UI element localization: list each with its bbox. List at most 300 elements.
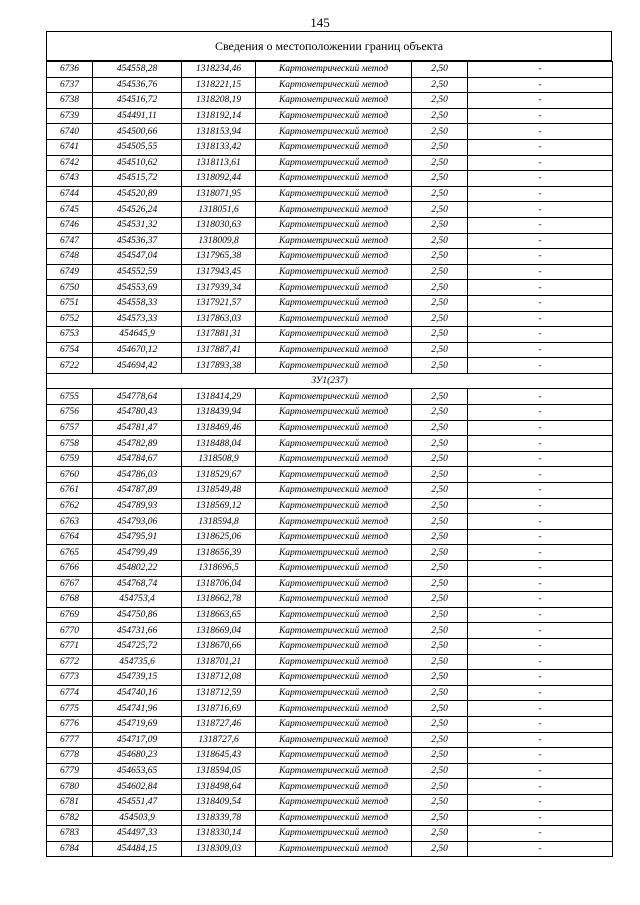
precision-cell: 2,50: [412, 93, 468, 109]
point-number-cell: 6783: [47, 826, 93, 842]
method-cell: Картометрический метод: [256, 264, 412, 280]
point-number-cell: 6756: [47, 405, 93, 421]
method-cell: Картометрический метод: [256, 217, 412, 233]
y-coordinate-cell: 1318071,95: [182, 186, 256, 202]
point-number-cell: 6752: [47, 311, 93, 327]
method-cell: Картометрический метод: [256, 763, 412, 779]
table-row: [47, 841, 613, 857]
precision-cell: 2,50: [412, 171, 468, 187]
x-coordinate-cell: 454768,74: [93, 576, 182, 592]
point-number-cell: 6761: [47, 483, 93, 499]
precision-cell: 2,50: [412, 716, 468, 732]
method-cell: Картометрический метод: [256, 108, 412, 124]
method-cell: Картометрический метод: [256, 748, 412, 764]
table-row: [47, 654, 613, 670]
precision-cell: 2,50: [412, 124, 468, 140]
x-coordinate-cell: 454547,04: [93, 249, 182, 265]
method-cell: Картометрический метод: [256, 171, 412, 187]
y-coordinate-cell: 1318594,05: [182, 763, 256, 779]
x-coordinate-cell: 454694,42: [93, 358, 182, 374]
x-coordinate-cell: 454551,47: [93, 794, 182, 810]
point-number-cell: 6758: [47, 436, 93, 452]
method-cell: Картометрический метод: [256, 295, 412, 311]
method-cell: Картометрический метод: [256, 716, 412, 732]
y-coordinate-cell: 1318712,08: [182, 670, 256, 686]
description-cell: -: [468, 171, 613, 187]
x-coordinate-cell: 454781,47: [93, 420, 182, 436]
description-cell: -: [468, 264, 613, 280]
point-number-cell: 6781: [47, 794, 93, 810]
point-number-cell: 6741: [47, 139, 93, 155]
y-coordinate-cell: 1317921,57: [182, 295, 256, 311]
precision-cell: 2,50: [412, 249, 468, 265]
table-row: [47, 124, 613, 140]
y-coordinate-cell: 1318009,8: [182, 233, 256, 249]
y-coordinate-cell: 1318498,64: [182, 779, 256, 795]
point-number-cell: 6762: [47, 498, 93, 514]
y-coordinate-cell: 1318656,39: [182, 545, 256, 561]
point-number-cell: 6782: [47, 810, 93, 826]
y-coordinate-cell: 1317881,31: [182, 327, 256, 343]
method-cell: Картометрический метод: [256, 62, 412, 78]
method-cell: Картометрический метод: [256, 420, 412, 436]
x-coordinate-cell: 454536,76: [93, 77, 182, 93]
description-cell: -: [468, 202, 613, 218]
x-coordinate-cell: 454531,32: [93, 217, 182, 233]
table-row: [47, 670, 613, 686]
description-cell: -: [468, 701, 613, 717]
y-coordinate-cell: 1318712,59: [182, 685, 256, 701]
rows-group-b: [47, 389, 613, 857]
x-coordinate-cell: 454484,15: [93, 841, 182, 857]
precision-cell: 2,50: [412, 451, 468, 467]
point-number-cell: 6738: [47, 93, 93, 109]
x-coordinate-cell: 454500,66: [93, 124, 182, 140]
description-cell: -: [468, 108, 613, 124]
y-coordinate-cell: 1318696,5: [182, 561, 256, 577]
table-row: [47, 62, 613, 78]
x-coordinate-cell: 454505,55: [93, 139, 182, 155]
method-cell: Картометрический метод: [256, 794, 412, 810]
method-cell: Картометрический метод: [256, 732, 412, 748]
y-coordinate-cell: 1318549,48: [182, 483, 256, 499]
method-cell: Картометрический метод: [256, 93, 412, 109]
precision-cell: 2,50: [412, 264, 468, 280]
y-coordinate-cell: 1318625,06: [182, 529, 256, 545]
precision-cell: 2,50: [412, 311, 468, 327]
precision-cell: 2,50: [412, 498, 468, 514]
table-row: [47, 358, 613, 374]
point-number-cell: 6763: [47, 514, 93, 530]
section-label: ЗУ1(237): [47, 373, 613, 389]
description-cell: -: [468, 139, 613, 155]
x-coordinate-cell: 454602,84: [93, 779, 182, 795]
x-coordinate-cell: 454787,89: [93, 483, 182, 499]
x-coordinate-cell: 454741,96: [93, 701, 182, 717]
description-cell: -: [468, 810, 613, 826]
method-cell: Картометрический метод: [256, 779, 412, 795]
y-coordinate-cell: 1318221,15: [182, 77, 256, 93]
method-cell: Картометрический метод: [256, 405, 412, 421]
table-row: [47, 108, 613, 124]
description-cell: -: [468, 358, 613, 374]
x-coordinate-cell: 454778,64: [93, 389, 182, 405]
x-coordinate-cell: 454491,11: [93, 108, 182, 124]
coordinates-table: [46, 61, 613, 857]
table-row: [47, 93, 613, 109]
y-coordinate-cell: 1317965,38: [182, 249, 256, 265]
method-cell: Картометрический метод: [256, 810, 412, 826]
precision-cell: 2,50: [412, 607, 468, 623]
table-row: [47, 77, 613, 93]
point-number-cell: 6766: [47, 561, 93, 577]
y-coordinate-cell: 1318414,29: [182, 389, 256, 405]
y-coordinate-cell: 1318508,9: [182, 451, 256, 467]
precision-cell: 2,50: [412, 342, 468, 358]
description-cell: -: [468, 124, 613, 140]
x-coordinate-cell: 454552,59: [93, 264, 182, 280]
x-coordinate-cell: 454795,91: [93, 529, 182, 545]
y-coordinate-cell: 1318594,8: [182, 514, 256, 530]
precision-cell: 2,50: [412, 77, 468, 93]
table-row: [47, 748, 613, 764]
description-cell: -: [468, 420, 613, 436]
method-cell: Картометрический метод: [256, 155, 412, 171]
y-coordinate-cell: 1318113,61: [182, 155, 256, 171]
y-coordinate-cell: 1318662,78: [182, 592, 256, 608]
method-cell: Картометрический метод: [256, 483, 412, 499]
description-cell: -: [468, 561, 613, 577]
point-number-cell: 6743: [47, 171, 93, 187]
table-row: [47, 327, 613, 343]
precision-cell: 2,50: [412, 794, 468, 810]
table-row: [47, 529, 613, 545]
x-coordinate-cell: 454670,12: [93, 342, 182, 358]
precision-cell: 2,50: [412, 467, 468, 483]
x-coordinate-cell: 454753,4: [93, 592, 182, 608]
method-cell: Картометрический метод: [256, 576, 412, 592]
precision-cell: 2,50: [412, 389, 468, 405]
x-coordinate-cell: 454520,89: [93, 186, 182, 202]
y-coordinate-cell: 1318727,6: [182, 732, 256, 748]
point-number-cell: 6722: [47, 358, 93, 374]
x-coordinate-cell: 454553,69: [93, 280, 182, 296]
point-number-cell: 6773: [47, 670, 93, 686]
table-row: [47, 202, 613, 218]
method-cell: Картометрический метод: [256, 202, 412, 218]
method-cell: Картометрический метод: [256, 529, 412, 545]
method-cell: Картометрический метод: [256, 436, 412, 452]
point-number-cell: 6768: [47, 592, 93, 608]
description-cell: -: [468, 155, 613, 171]
y-coordinate-cell: 1318706,04: [182, 576, 256, 592]
x-coordinate-cell: 454558,33: [93, 295, 182, 311]
description-cell: -: [468, 342, 613, 358]
table-row: [47, 405, 613, 421]
method-cell: Картометрический метод: [256, 701, 412, 717]
point-number-cell: 6760: [47, 467, 93, 483]
precision-cell: 2,50: [412, 233, 468, 249]
table-row: [47, 233, 613, 249]
y-coordinate-cell: 1318716,69: [182, 701, 256, 717]
y-coordinate-cell: 1318439,94: [182, 405, 256, 421]
y-coordinate-cell: 1318192,14: [182, 108, 256, 124]
table-row: [47, 498, 613, 514]
point-number-cell: 6757: [47, 420, 93, 436]
description-cell: -: [468, 638, 613, 654]
table-row: [47, 794, 613, 810]
x-coordinate-cell: 454719,69: [93, 716, 182, 732]
precision-cell: 2,50: [412, 810, 468, 826]
method-cell: Картометрический метод: [256, 280, 412, 296]
point-number-cell: 6736: [47, 62, 93, 78]
table-row: [47, 826, 613, 842]
x-coordinate-cell: 454516,72: [93, 93, 182, 109]
method-cell: Картометрический метод: [256, 498, 412, 514]
point-number-cell: 6780: [47, 779, 93, 795]
precision-cell: 2,50: [412, 701, 468, 717]
point-number-cell: 6748: [47, 249, 93, 265]
precision-cell: 2,50: [412, 841, 468, 857]
rows-group-a: [47, 62, 613, 374]
method-cell: Картометрический метод: [256, 327, 412, 343]
description-cell: -: [468, 405, 613, 421]
table-row: [47, 483, 613, 499]
description-cell: -: [468, 794, 613, 810]
precision-cell: 2,50: [412, 670, 468, 686]
description-cell: -: [468, 233, 613, 249]
y-coordinate-cell: 1318663,65: [182, 607, 256, 623]
x-coordinate-cell: 454510,62: [93, 155, 182, 171]
method-cell: Картометрический метод: [256, 77, 412, 93]
table-row: [47, 342, 613, 358]
description-cell: -: [468, 483, 613, 499]
description-cell: -: [468, 670, 613, 686]
description-cell: -: [468, 436, 613, 452]
y-coordinate-cell: 1318727,46: [182, 716, 256, 732]
table-row: [47, 451, 613, 467]
x-coordinate-cell: 454526,24: [93, 202, 182, 218]
precision-cell: 2,50: [412, 108, 468, 124]
point-number-cell: 6777: [47, 732, 93, 748]
x-coordinate-cell: 454789,93: [93, 498, 182, 514]
table-row: [47, 810, 613, 826]
method-cell: Картометрический метод: [256, 841, 412, 857]
table-row: [47, 264, 613, 280]
precision-cell: 2,50: [412, 62, 468, 78]
method-cell: Картометрический метод: [256, 139, 412, 155]
description-cell: -: [468, 545, 613, 561]
method-cell: Картометрический метод: [256, 545, 412, 561]
precision-cell: 2,50: [412, 748, 468, 764]
table-row: [47, 420, 613, 436]
table-row: [47, 561, 613, 577]
table-row: [47, 514, 613, 530]
point-number-cell: 6740: [47, 124, 93, 140]
description-cell: -: [468, 623, 613, 639]
y-coordinate-cell: 1318330,14: [182, 826, 256, 842]
point-number-cell: 6742: [47, 155, 93, 171]
y-coordinate-cell: 1318469,46: [182, 420, 256, 436]
point-number-cell: 6737: [47, 77, 93, 93]
description-cell: -: [468, 93, 613, 109]
precision-cell: 2,50: [412, 420, 468, 436]
precision-cell: 2,50: [412, 685, 468, 701]
point-number-cell: 6745: [47, 202, 93, 218]
method-cell: Картометрический метод: [256, 638, 412, 654]
point-number-cell: 6775: [47, 701, 93, 717]
method-cell: Картометрический метод: [256, 186, 412, 202]
description-cell: -: [468, 716, 613, 732]
x-coordinate-cell: 454653,65: [93, 763, 182, 779]
description-cell: -: [468, 249, 613, 265]
precision-cell: 2,50: [412, 280, 468, 296]
x-coordinate-cell: 454735,6: [93, 654, 182, 670]
x-coordinate-cell: 454799,49: [93, 545, 182, 561]
y-coordinate-cell: 1317943,45: [182, 264, 256, 280]
method-cell: Картометрический метод: [256, 358, 412, 374]
description-cell: -: [468, 498, 613, 514]
description-cell: -: [468, 654, 613, 670]
table-row: [47, 623, 613, 639]
description-cell: -: [468, 295, 613, 311]
x-coordinate-cell: 454802,22: [93, 561, 182, 577]
precision-cell: 2,50: [412, 826, 468, 842]
precision-cell: 2,50: [412, 202, 468, 218]
point-number-cell: 6778: [47, 748, 93, 764]
description-cell: -: [468, 779, 613, 795]
y-coordinate-cell: 1318409,54: [182, 794, 256, 810]
point-number-cell: 6754: [47, 342, 93, 358]
y-coordinate-cell: 1317887,41: [182, 342, 256, 358]
point-number-cell: 6747: [47, 233, 93, 249]
method-cell: Картометрический метод: [256, 607, 412, 623]
x-coordinate-cell: 454497,33: [93, 826, 182, 842]
x-coordinate-cell: 454750,86: [93, 607, 182, 623]
y-coordinate-cell: 1318569,12: [182, 498, 256, 514]
point-number-cell: 6764: [47, 529, 93, 545]
point-number-cell: 6769: [47, 607, 93, 623]
table-row: [47, 701, 613, 717]
precision-cell: 2,50: [412, 436, 468, 452]
precision-cell: 2,50: [412, 155, 468, 171]
table-row: [47, 217, 613, 233]
table-row: [47, 311, 613, 327]
point-number-cell: 6767: [47, 576, 93, 592]
precision-cell: 2,50: [412, 638, 468, 654]
point-number-cell: 6739: [47, 108, 93, 124]
y-coordinate-cell: 1318670,66: [182, 638, 256, 654]
table-row: [47, 732, 613, 748]
y-coordinate-cell: 1318701,21: [182, 654, 256, 670]
x-coordinate-cell: 454573,33: [93, 311, 182, 327]
precision-cell: 2,50: [412, 217, 468, 233]
method-cell: Картометрический метод: [256, 342, 412, 358]
description-cell: -: [468, 592, 613, 608]
table-row: [47, 280, 613, 296]
x-coordinate-cell: 454717,09: [93, 732, 182, 748]
description-cell: -: [468, 576, 613, 592]
method-cell: Картометрический метод: [256, 654, 412, 670]
y-coordinate-cell: 1318030,63: [182, 217, 256, 233]
table-row: [47, 763, 613, 779]
table-row: [47, 155, 613, 171]
table-row: [47, 716, 613, 732]
y-coordinate-cell: 1318092,44: [182, 171, 256, 187]
table-row: [47, 295, 613, 311]
precision-cell: 2,50: [412, 654, 468, 670]
method-cell: Картометрический метод: [256, 561, 412, 577]
table-row: [47, 545, 613, 561]
precision-cell: 2,50: [412, 763, 468, 779]
method-cell: Картометрический метод: [256, 685, 412, 701]
precision-cell: 2,50: [412, 327, 468, 343]
point-number-cell: 6779: [47, 763, 93, 779]
table-row: [47, 592, 613, 608]
precision-cell: 2,50: [412, 295, 468, 311]
description-cell: -: [468, 327, 613, 343]
precision-cell: 2,50: [412, 779, 468, 795]
description-cell: -: [468, 186, 613, 202]
method-cell: Картометрический метод: [256, 826, 412, 842]
point-number-cell: 6770: [47, 623, 93, 639]
table-row: [47, 467, 613, 483]
precision-cell: 2,50: [412, 139, 468, 155]
table-row: [47, 186, 613, 202]
y-coordinate-cell: 1318339,78: [182, 810, 256, 826]
description-cell: -: [468, 514, 613, 530]
description-cell: -: [468, 763, 613, 779]
precision-cell: 2,50: [412, 545, 468, 561]
point-number-cell: 6751: [47, 295, 93, 311]
precision-cell: 2,50: [412, 561, 468, 577]
table-row: [47, 638, 613, 654]
description-cell: -: [468, 732, 613, 748]
y-coordinate-cell: 1318153,94: [182, 124, 256, 140]
method-cell: Картометрический метод: [256, 124, 412, 140]
precision-cell: 2,50: [412, 732, 468, 748]
table-row: [47, 685, 613, 701]
x-coordinate-cell: 454503,9: [93, 810, 182, 826]
point-number-cell: 6759: [47, 451, 93, 467]
precision-cell: 2,50: [412, 592, 468, 608]
point-number-cell: 6784: [47, 841, 93, 857]
precision-cell: 2,50: [412, 576, 468, 592]
x-coordinate-cell: 454645,9: [93, 327, 182, 343]
table-row: [47, 576, 613, 592]
precision-cell: 2,50: [412, 483, 468, 499]
description-cell: -: [468, 685, 613, 701]
x-coordinate-cell: 454786,03: [93, 467, 182, 483]
point-number-cell: 6753: [47, 327, 93, 343]
method-cell: Картометрический метод: [256, 623, 412, 639]
y-coordinate-cell: 1318645,43: [182, 748, 256, 764]
point-number-cell: 6750: [47, 280, 93, 296]
y-coordinate-cell: 1318234,46: [182, 62, 256, 78]
x-coordinate-cell: 454731,66: [93, 623, 182, 639]
precision-cell: 2,50: [412, 358, 468, 374]
y-coordinate-cell: 1318309,03: [182, 841, 256, 857]
method-cell: Картометрический метод: [256, 249, 412, 265]
description-cell: -: [468, 467, 613, 483]
precision-cell: 2,50: [412, 529, 468, 545]
description-cell: -: [468, 62, 613, 78]
method-cell: Картометрический метод: [256, 389, 412, 405]
table-row: [47, 139, 613, 155]
point-number-cell: 6776: [47, 716, 93, 732]
x-coordinate-cell: 454739,15: [93, 670, 182, 686]
table-header: Сведения о местоположении границ объекта: [46, 31, 612, 61]
